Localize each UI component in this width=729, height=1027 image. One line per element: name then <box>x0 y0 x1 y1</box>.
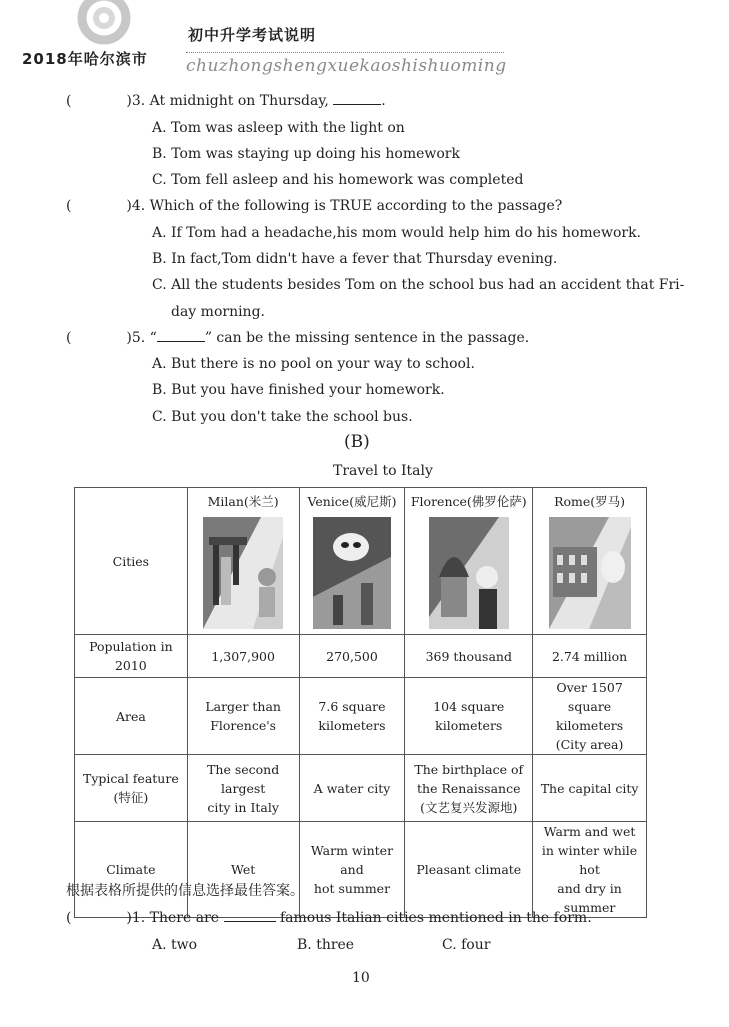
question-number: 4. <box>131 198 146 214</box>
option-4c-continued: day morning. <box>171 304 265 320</box>
feature-venice: A water city <box>299 755 405 822</box>
table-row-area <box>75 678 647 755</box>
city-name-venice: Venice(威尼斯) <box>307 494 397 509</box>
area-rome: Over 1507 square kilometers (City area) <box>533 678 647 755</box>
population-venice: 270,500 <box>299 635 405 678</box>
population-rome: 2.74 million <box>533 635 647 678</box>
row-label-cities: Cities <box>75 488 188 635</box>
row-label-area: Area <box>75 678 188 755</box>
option-3a: A. Tom was asleep with the light on <box>152 120 405 136</box>
table-row-feature <box>75 755 647 822</box>
city-name-rome: Rome(罗马) <box>554 494 626 509</box>
feature-rome: The capital city <box>533 755 647 822</box>
climate-rome: Warm and wet in winter while hot and dry in summer <box>533 822 647 918</box>
question-4: ( )4. Which of the following is TRUE according to the passage? <box>66 198 563 214</box>
rome-photo <box>549 517 631 629</box>
area-milan: Larger than Florence's <box>187 678 299 755</box>
instruction-text: 根据表格所提供的信息选择最佳答案。 <box>66 883 304 899</box>
row-label-feature: Typical feature (特征) <box>75 755 188 822</box>
venice-photo <box>313 517 391 629</box>
header-pinyin: chuzhongshengxuekaoshishuoming <box>186 56 507 76</box>
milan-photo <box>203 517 283 629</box>
question-stem: At midnight on Thursday, <box>149 93 329 109</box>
option-4c: C. All the students besides Tom on the school bus had an accident that Fri- <box>152 277 685 293</box>
question-number: 5. <box>131 330 146 346</box>
question-stem: Which of the following is TRUE according to the passage? <box>149 198 563 214</box>
header-title: 初中升学考试说明 <box>188 26 317 44</box>
climate-florence: Pleasant climate <box>405 822 533 918</box>
table-row-population <box>75 635 647 678</box>
option-b1a: A. two <box>152 937 198 953</box>
city-name-florence: Florence(佛罗伦萨) <box>410 494 527 509</box>
table-row-cities <box>75 488 647 635</box>
climate-milan: Wet <box>187 822 299 918</box>
option-3b: B. Tom was staying up doing his homework <box>152 146 460 162</box>
answer-paren-open: ( <box>66 93 72 109</box>
option-b1c: C. four <box>442 937 491 953</box>
option-5a: A. But there is no pool on your way to school. <box>152 356 475 372</box>
question-number: 3. <box>131 93 146 109</box>
population-florence: 369 thousand <box>405 635 533 678</box>
header-year-city: 2018年哈尔滨市 <box>22 50 148 68</box>
feature-milan: The second largest city in Italy <box>187 755 299 822</box>
climate-venice: Warm winter and hot summer <box>299 822 405 918</box>
option-3c: C. Tom fell asleep and his homework was completed <box>152 172 524 188</box>
fill-blank <box>157 329 205 342</box>
page-number: 10 <box>352 970 370 986</box>
question-3: ( )3. At midnight on Thursday, . <box>66 93 386 109</box>
city-cell-florence <box>405 488 533 635</box>
option-5c: C. But you don't take the school bus. <box>152 409 413 425</box>
fill-blank <box>224 909 276 922</box>
question-stem: ” can be the missing sentence in the passage. <box>204 330 530 346</box>
row-label-climate: Climate <box>75 822 188 918</box>
option-b1b: B. three <box>297 937 355 953</box>
section-label: (B) <box>344 432 370 452</box>
answer-paren-open: ( <box>66 910 72 926</box>
section-title: Travel to Italy <box>333 463 433 479</box>
city-cell-rome <box>533 488 647 635</box>
option-4b: B. In fact,Tom didn't have a fever that Thursday evening. <box>152 251 558 267</box>
question-b1: ( )1. There are famous Italian cities mentioned in the form. <box>66 910 592 926</box>
answer-paren-open: ( <box>66 330 72 346</box>
city-cell-venice <box>299 488 405 635</box>
question-5: ( )5. “ ” can be the missing sentence in the passage. <box>66 330 530 346</box>
table-row-climate <box>75 822 647 918</box>
answer-paren-open: ( <box>66 198 72 214</box>
italy-cities-table <box>74 487 647 918</box>
florence-photo <box>429 517 509 629</box>
option-5b: B. But you have finished your homework. <box>152 382 445 398</box>
population-milan: 1,307,900 <box>187 635 299 678</box>
row-label-population: Population in 2010 <box>75 635 188 678</box>
area-venice: 7.6 square kilometers <box>299 678 405 755</box>
area-florence: 104 square kilometers <box>405 678 533 755</box>
question-stem: famous Italian cities mentioned in the form. <box>279 910 592 926</box>
question-number: 1. <box>131 910 146 926</box>
city-name-milan: Milan(米兰) <box>207 494 279 509</box>
header-divider <box>186 52 504 53</box>
fill-blank <box>333 92 381 105</box>
city-cell-milan <box>187 488 299 635</box>
option-4a: A. If Tom had a headache,his mom would help him do his homework. <box>152 225 642 241</box>
feature-florence: The birthplace of the Renaissance (文艺复兴发源地) <box>405 755 533 822</box>
